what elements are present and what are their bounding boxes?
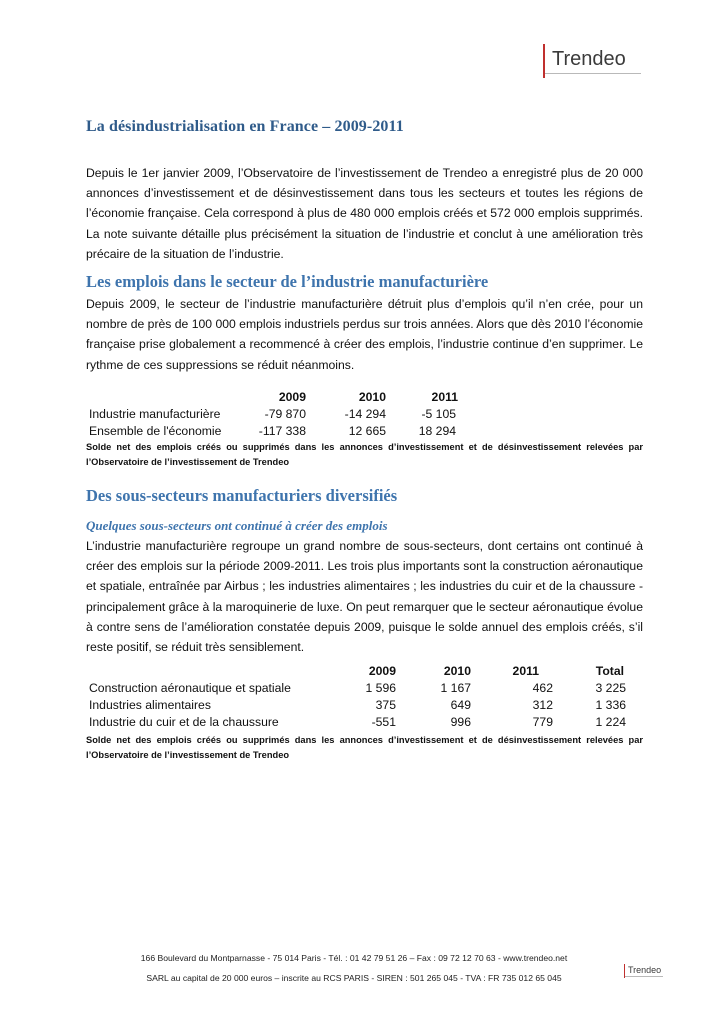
table-header-cell: 2010 [443,664,471,678]
row-label: Construction aéronautique et spatiale [89,681,291,695]
table-header-row [86,663,636,680]
row-value: 996 [450,715,471,729]
page-title: La désindustrialisation en France – 2009-2011 [86,118,404,135]
footer-legal-text: SARL au capital de 20 000 euros – inscrite au RCS PARIS - SIREN : 501 265 045 - TVA : FR 735 012 65 045 [146,973,562,983]
row-label: Industries alimentaires [89,698,211,712]
section2-source-note: Solde net des emplois créés ou supprimés dans les annonces d’investissement et de désinvestissement relevées par l’Observatoire de l’investissement de Trendeo [86,735,643,760]
row-value: 312 [532,698,553,712]
row-value: 649 [450,698,471,712]
table-header-cell: 2009 [368,664,396,678]
row-label: Industrie du cuir et de la chaussure [89,715,279,729]
table-row [86,680,636,697]
footer-logo-underline [625,976,663,977]
footer-logo-text: Trendeo [628,965,662,975]
table-header-cell: Total [595,664,624,678]
row-value: -14 294 [344,407,386,421]
row-value: 1 167 [440,681,471,695]
footer-legal [0,973,728,983]
table-header-row [86,389,466,406]
logo-underline [545,73,641,74]
table-row [86,714,636,731]
section2-heading: Des sous-secteurs manufacturiers diversifiés [86,486,398,505]
row-value: -551 [371,715,396,729]
header-logo [543,44,643,78]
table-header-cell: 2011 [431,390,458,404]
section2-subheading: Quelques sous-secteurs ont continué à créer des emplois [86,518,388,533]
section2-table [86,663,636,731]
row-value: 1 596 [365,681,396,695]
row-label: Ensemble de l'économie [89,424,222,438]
row-value: 462 [532,681,553,695]
row-value: -117 338 [258,424,306,438]
intro-paragraph: Depuis le 1er janvier 2009, l’Observatoire de l’investissement de Trendeo a enregistré plus de 20 000 annonces d’investissement et de désinvestissement dans tous les secteurs et toutes les régions de l’économie française. Cela correspond à plus de 480 000 emplois créés et 572 000 emplois supprimés. La note suivante détaille plus précisément la situation de l’industrie et conclut à une amélioration très précaire de la situation de l’industrie. [86,166,643,261]
row-value: 779 [532,715,553,729]
footer-address [0,953,728,963]
table-row [86,423,466,440]
table-header-blank [86,663,326,680]
row-value: -5 105 [421,407,456,421]
table-header-blank [86,389,236,406]
footer-logo [624,964,664,978]
section1-table [86,389,466,440]
section1-paragraph: Depuis 2009, le secteur de l’industrie manufacturière détruit plus d’emplois qu’il n’en crée, pour un nombre de près de 100 000 emplois industriels perdus sur trois années. Alors que dès 2010 l’économie française prise globalement a recommencé à créer des emplois, l’industrie continue d’en supprimer. Le rythme de ces suppressions se réduit néanmoins. [86,297,643,372]
row-value: 1 336 [595,698,626,712]
section1-source-note: Solde net des emplois créés ou supprimés dans les annonces d’investissement et de désinvestissement relevées par l’Observatoire de l’investissement de Trendeo [86,442,643,467]
section2-paragraph: L’industrie manufacturière regroupe un grand nombre de sous-secteurs, dont certains ont continué à créer des emplois sur la période 2009-2011. Les trois plus importants sont la construction aéronautique et spatiale, entraînée par Airbus ; les industries alimentaires ; les industries du cuir et de la chaussure - principalement grâce à la maroquinerie de luxe. On peut remarquer que le secteur aéronautique évolue à contre sens de l’amélioration constatée depuis 2009, puisque le solde annuel des emplois créés, s’il reste positif, se réduit très sensiblement. [86,539,643,655]
row-value: 1 224 [595,715,626,729]
table-header-cell: 2010 [358,390,386,404]
row-label: Industrie manufacturière [89,407,221,421]
table-row [86,406,466,423]
row-value: 12 665 [348,424,386,438]
row-value: 3 225 [595,681,626,695]
row-value: 18 294 [418,424,456,438]
table-header-cell: 2011 [512,664,539,678]
table-row [86,697,636,714]
table-header-cell: 2009 [278,390,306,404]
row-value: -79 870 [264,407,306,421]
footer-address-text: 166 Boulevard du Montparnasse - 75 014 Paris - Tél. : 01 42 79 51 26 – Fax : 09 72 12 70 63 - www.trendeo.net [140,953,568,963]
section1-heading: Les emplois dans le secteur de l’industrie manufacturière [86,272,489,291]
row-value: 375 [375,698,396,712]
logo-text: Trendeo [552,48,626,70]
